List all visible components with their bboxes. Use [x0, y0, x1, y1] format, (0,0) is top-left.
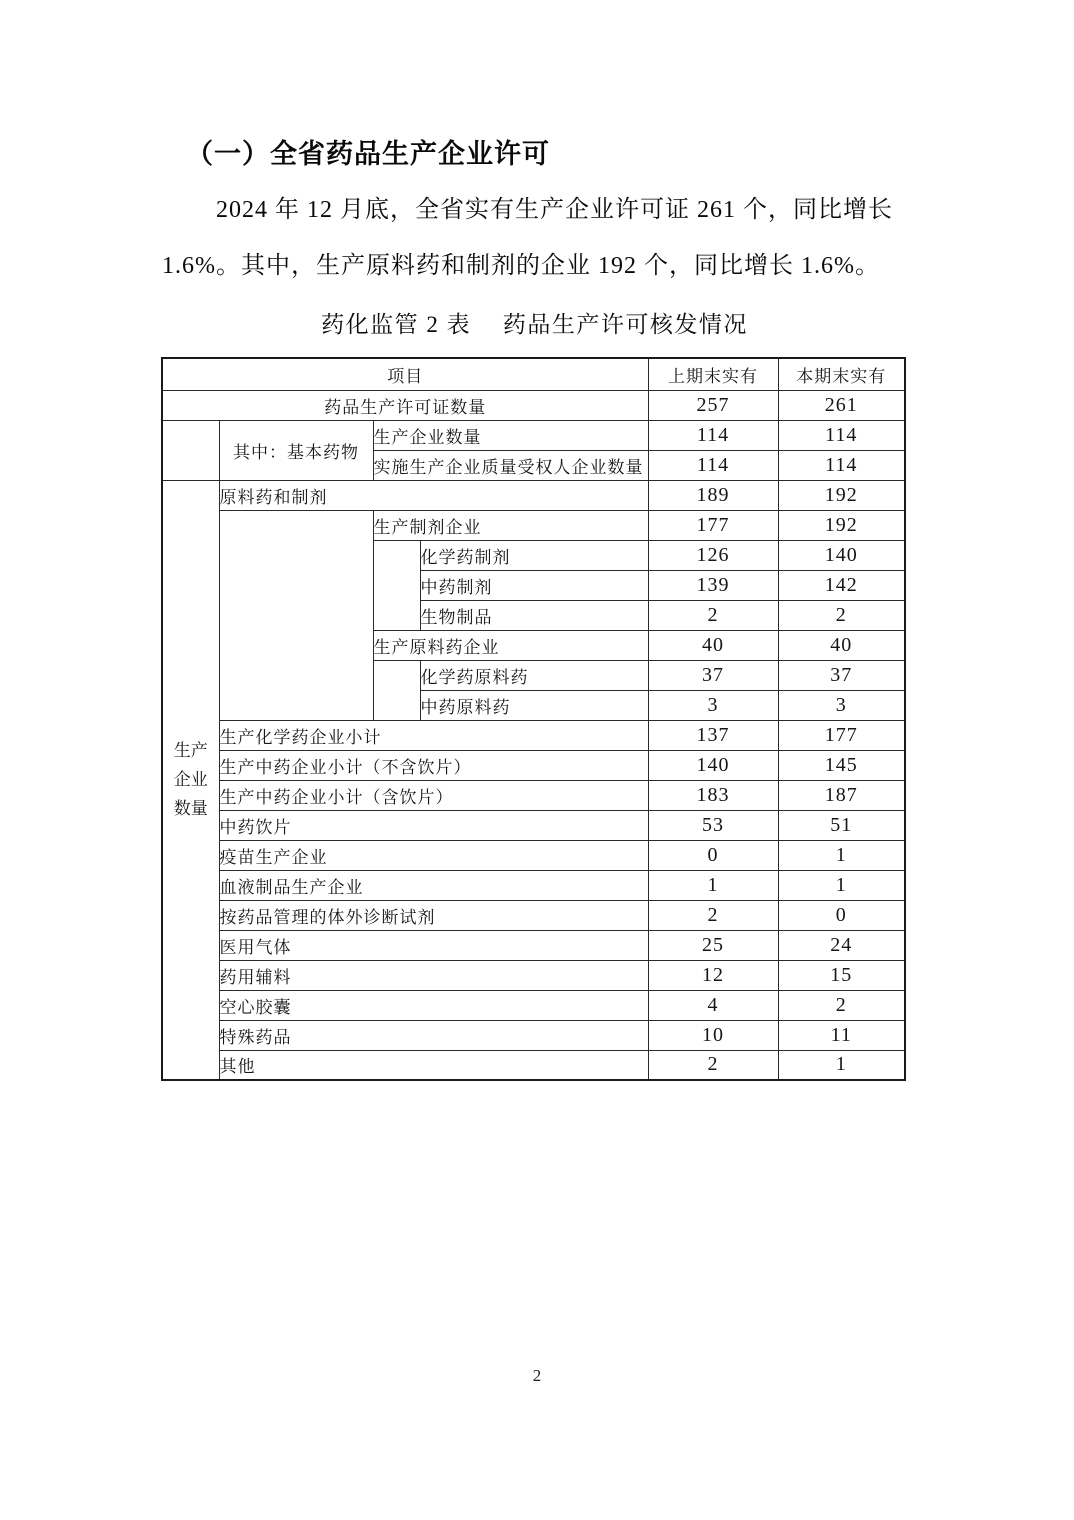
- table-row: [162, 840, 905, 870]
- value-prev-cell: 2: [648, 1050, 778, 1080]
- table-title: 药化监管 2 表 药品生产许可核发情况: [321, 312, 748, 337]
- paragraph-line-1: 2024 年 12 月底，全省实有生产企业许可证 261 个，同比增长: [216, 197, 893, 223]
- table-row: [162, 1050, 905, 1080]
- row-label-cell: 生产制剂企业: [373, 510, 648, 540]
- table-row: [162, 780, 905, 810]
- value-curr-cell: 114: [778, 420, 905, 450]
- spacer-cell: [162, 420, 219, 480]
- value-prev-cell: 10: [648, 1020, 778, 1050]
- row-label-cell: 按药品管理的体外诊断试剂: [219, 900, 648, 930]
- value-prev-cell: 114: [648, 450, 778, 480]
- body-paragraph: [162, 182, 910, 294]
- value-curr-cell: 0: [778, 900, 905, 930]
- value-prev-cell: 189: [648, 480, 778, 510]
- value-prev-cell: 137: [648, 720, 778, 750]
- row-label-cell: 实施生产企业质量受权人企业数量: [373, 450, 648, 480]
- table-row: [162, 750, 905, 780]
- row-label-cell: 药品生产许可证数量: [162, 390, 648, 420]
- table-row: [162, 390, 905, 420]
- value-curr-cell: 11: [778, 1020, 905, 1050]
- value-curr-cell: 145: [778, 750, 905, 780]
- section-heading: （一）全省药品生产企业许可: [186, 139, 550, 169]
- row-label-cell: 血液制品生产企业: [219, 870, 648, 900]
- row-label-cell: 生产中药企业小计（含饮片）: [219, 780, 648, 810]
- value-curr-cell: 192: [778, 510, 905, 540]
- table-row: [162, 990, 905, 1020]
- row-label-cell: 生产原料药企业: [373, 630, 648, 660]
- value-curr-cell: 3: [778, 690, 905, 720]
- page-number: 2: [532, 1366, 542, 1385]
- value-prev-cell: 139: [648, 570, 778, 600]
- row-label-cell: 生产企业数量: [373, 420, 648, 450]
- row-label-cell: 中药饮片: [219, 810, 648, 840]
- value-curr-cell: 261: [778, 390, 905, 420]
- value-prev-cell: 3: [648, 690, 778, 720]
- row-label-cell: 化学药原料药: [420, 660, 648, 690]
- row-label-cell: 中药原料药: [420, 690, 648, 720]
- col-header-item: 项目: [162, 358, 648, 390]
- value-prev-cell: 257: [648, 390, 778, 420]
- value-prev-cell: 25: [648, 930, 778, 960]
- table-row: [162, 960, 905, 990]
- value-curr-cell: 1: [778, 870, 905, 900]
- table-row: [162, 480, 905, 510]
- side-label-cell: [162, 480, 219, 1080]
- side-label-text: 生产企业数量: [173, 741, 208, 819]
- value-prev-cell: 0: [648, 840, 778, 870]
- value-prev-cell: 2: [648, 900, 778, 930]
- row-label-cell: 医用气体: [219, 930, 648, 960]
- value-curr-cell: 114: [778, 450, 905, 480]
- value-prev-cell: 53: [648, 810, 778, 840]
- value-prev-cell: 140: [648, 750, 778, 780]
- value-curr-cell: 1: [778, 1050, 905, 1080]
- value-prev-cell: 12: [648, 960, 778, 990]
- row-label-cell: 特殊药品: [219, 1020, 648, 1050]
- value-curr-cell: 2: [778, 600, 905, 630]
- value-curr-cell: 192: [778, 480, 905, 510]
- col-header-curr: 本期末实有: [778, 358, 905, 390]
- value-prev-cell: 183: [648, 780, 778, 810]
- row-label-cell: 生产中药企业小计（不含饮片）: [219, 750, 648, 780]
- table-row: [162, 1020, 905, 1050]
- value-curr-cell: 40: [778, 630, 905, 660]
- table-row: [162, 810, 905, 840]
- row-label-cell: 其他: [219, 1050, 648, 1080]
- table-row: [162, 900, 905, 930]
- value-curr-cell: 142: [778, 570, 905, 600]
- row-label-cell: 中药制剂: [420, 570, 648, 600]
- value-curr-cell: 187: [778, 780, 905, 810]
- row-label-cell: 生物制品: [420, 600, 648, 630]
- value-prev-cell: 126: [648, 540, 778, 570]
- row-label-cell: 药用辅料: [219, 960, 648, 990]
- value-curr-cell: 177: [778, 720, 905, 750]
- spacer-cell: [373, 660, 420, 720]
- value-curr-cell: 37: [778, 660, 905, 690]
- table-header-row: [162, 358, 905, 390]
- spacer-cell: [219, 510, 373, 720]
- table-row: [162, 510, 905, 540]
- table-row: [162, 720, 905, 750]
- value-curr-cell: 1: [778, 840, 905, 870]
- value-curr-cell: 140: [778, 540, 905, 570]
- value-prev-cell: 1: [648, 870, 778, 900]
- value-curr-cell: 51: [778, 810, 905, 840]
- table-row: [162, 420, 905, 450]
- row-label-cell: 空心胶囊: [219, 990, 648, 1020]
- value-curr-cell: 15: [778, 960, 905, 990]
- value-prev-cell: 4: [648, 990, 778, 1020]
- row-label-cell: 原料药和制剂: [219, 480, 648, 510]
- row-label-cell: 疫苗生产企业: [219, 840, 648, 870]
- value-prev-cell: 40: [648, 630, 778, 660]
- paragraph-line-2: 1.6%。其中，生产原料药和制剂的企业 192 个，同比增长 1.6%。: [162, 253, 880, 279]
- value-curr-cell: 24: [778, 930, 905, 960]
- value-curr-cell: 2: [778, 990, 905, 1020]
- license-table: [161, 357, 906, 1081]
- group-label-cell: 其中：基本药物: [219, 420, 373, 480]
- col-header-prev: 上期末实有: [648, 358, 778, 390]
- value-prev-cell: 114: [648, 420, 778, 450]
- row-label-cell: 生产化学药企业小计: [219, 720, 648, 750]
- spacer-cell: [373, 540, 420, 630]
- table-row: [162, 930, 905, 960]
- table-row: [162, 870, 905, 900]
- row-label-cell: 化学药制剂: [420, 540, 648, 570]
- value-prev-cell: 37: [648, 660, 778, 690]
- value-prev-cell: 177: [648, 510, 778, 540]
- value-prev-cell: 2: [648, 600, 778, 630]
